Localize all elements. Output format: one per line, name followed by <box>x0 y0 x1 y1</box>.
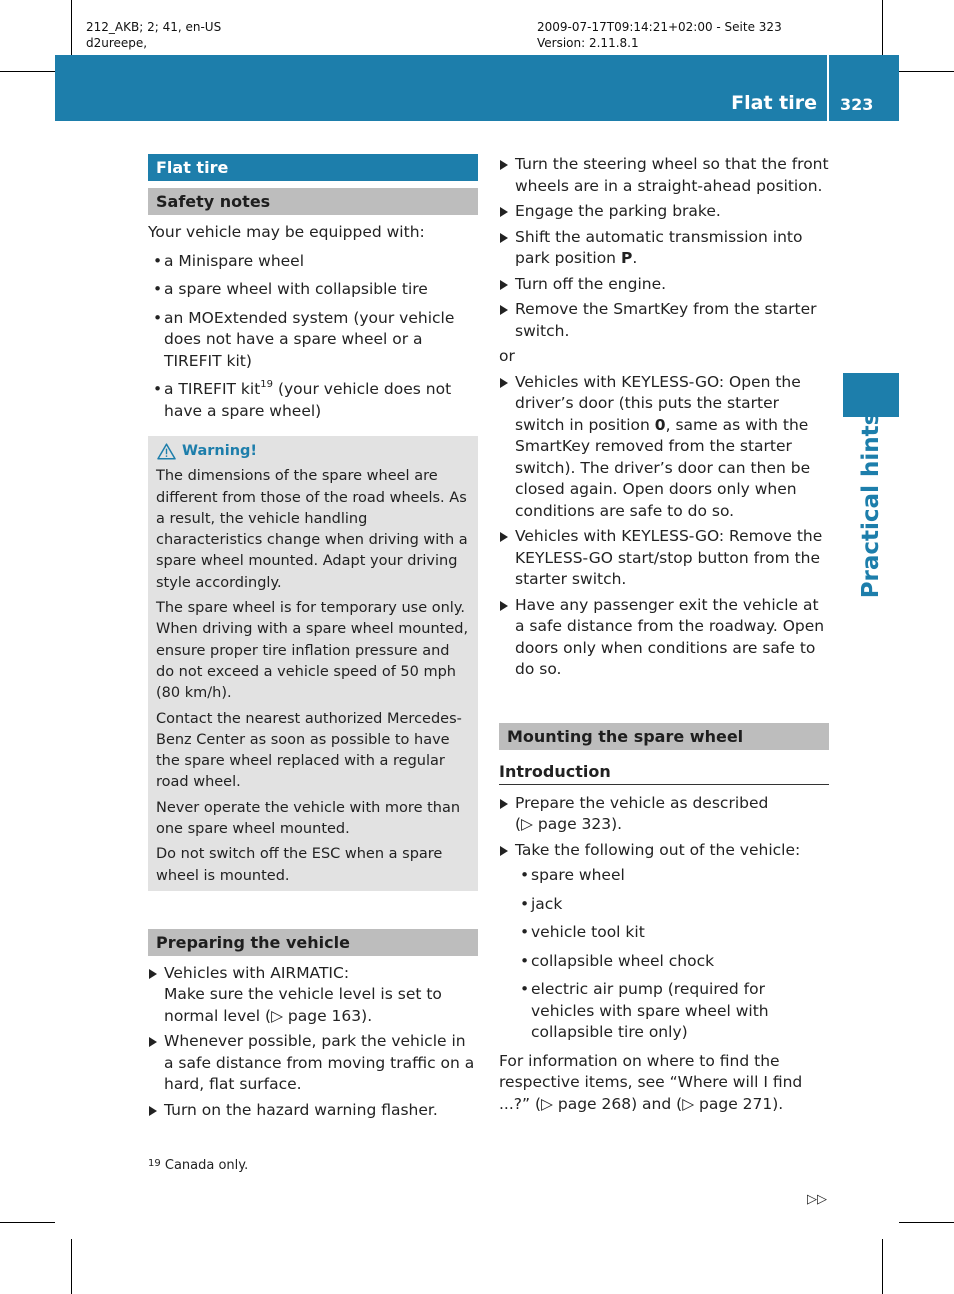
instruction-step <box>499 274 829 296</box>
intro-text: Your vehicle may be equipped with: <box>148 223 425 241</box>
step-text: Whenever possible, park the vehicle in a safe distance from moving traffic on a hard, flat surface. <box>164 1032 475 1094</box>
instruction-step <box>499 154 829 197</box>
step-text: Vehicles with KEYLESS-GO: Remove the KEYLESS-GO start/stop button from the starter switch. <box>515 527 823 588</box>
step-text: Shift the automatic transmission into park position <box>515 227 803 267</box>
subsection-heading: Preparing the vehicle <box>148 929 478 956</box>
arrow-icon <box>500 207 508 217</box>
continued-icon: ▷▷ <box>807 1192 827 1207</box>
subsection-heading: Safety notes <box>148 188 478 215</box>
step-text: Remove the SmartKey from the starter switch. <box>515 300 817 340</box>
arrow-icon <box>500 799 508 809</box>
step-text: Turn off the engine. <box>515 274 667 293</box>
instruction-step <box>499 372 829 523</box>
step-text: Have any passenger exit the vehicle at a safe distance from the roadway. Open doors only when conditions are safe to do so. <box>515 595 825 678</box>
list-item: • a spare wheel with collapsible tire <box>148 279 478 301</box>
subsection-heading: Mounting the spare wheel <box>499 723 829 750</box>
or-text: or <box>499 347 515 365</box>
arrow-icon <box>149 1106 157 1116</box>
step-text: Engage the parking brake. <box>515 202 721 220</box>
warning-triangle-icon <box>157 443 176 460</box>
list-item: • spare wheel <box>515 865 829 887</box>
header-title: Flat tire <box>731 92 817 114</box>
step-text: Take the following out of the vehicle: <box>515 840 801 859</box>
instruction-step <box>148 1100 478 1122</box>
step-text-bold: P <box>620 249 633 267</box>
footnote-number: 19 <box>148 1158 161 1169</box>
footnote-text: Canada only. <box>160 1158 249 1173</box>
instruction-step <box>499 840 829 862</box>
step-text: Prepare the vehicle as described <box>515 793 769 812</box>
arrow-icon <box>500 601 508 611</box>
arrow-icon <box>149 1037 157 1047</box>
item-text: a TIREFIT kit <box>164 380 261 398</box>
list-item: • a Minispare wheel <box>148 251 478 273</box>
right-column <box>499 154 829 1115</box>
step-text: , same as with the SmartKey removed from the starter switch). The driver’s door can then be closed again. Open doors only when conditions are safe to do so. <box>515 415 811 520</box>
crop-mark <box>71 1239 72 1294</box>
warning-title: Warning! <box>182 443 258 459</box>
minor-heading: Introduction <box>499 761 829 785</box>
instruction-step <box>148 963 478 1028</box>
meta-line: 2009-07-17T09:14:21+02:00 - Seite 323 <box>537 20 782 34</box>
crop-mark <box>0 71 55 72</box>
crop-mark <box>899 1222 954 1223</box>
warning-paragraph: The dimensions of the spare wheel are different from those of the road wheels. As a result, the vehicle handling characteristics change when driving with a spare wheel mounted. Adapt your driving style accordingly. <box>156 468 468 591</box>
step-text: Make sure the vehicle level is set to normal level (▷ page 163). <box>164 985 442 1025</box>
item-list <box>499 865 829 1044</box>
header-bar <box>55 55 899 121</box>
warning-box <box>148 436 478 891</box>
warning-paragraph: Do not switch off the ESC when a spare wheel is mounted. <box>156 846 443 884</box>
crop-mark <box>0 1222 55 1223</box>
arrow-icon <box>149 969 157 979</box>
warning-paragraph: The spare wheel is for temporary use only. When driving with a spare wheel mounted, ensure proper tire inflation pressure and do not exceed a vehicle speed of 50 mph (80 km/h). <box>156 600 469 702</box>
list-item: • an MOExtended system (your vehicle does not have a spare wheel or a TIREFIT kit) <box>148 308 478 373</box>
meta-line: Version: 2.11.8.1 <box>537 36 639 50</box>
page-number: 323 <box>840 95 874 114</box>
footnote-ref: 19 <box>260 379 274 390</box>
arrow-icon <box>500 233 508 243</box>
arrow-icon <box>500 378 508 388</box>
warning-header <box>157 441 470 462</box>
list-item <box>148 379 478 422</box>
header-divider <box>827 55 829 121</box>
warning-paragraph: Never operate the vehicle with more than one spare wheel mounted. <box>156 799 461 838</box>
instruction-step <box>499 595 829 681</box>
step-text: Turn the steering wheel so that the front wheels are in a straight-ahead position. <box>515 155 829 195</box>
chapter-tab <box>843 373 899 417</box>
list-item: • vehicle tool kit <box>515 922 829 944</box>
arrow-icon <box>500 846 508 856</box>
info-text: For information on where to find the respective items, see “Where will I find ...?” (▷ page 268) and (▷ page 271). <box>499 1051 803 1113</box>
arrow-icon <box>500 160 508 170</box>
step-text: Turn on the hazard warning flasher. <box>164 1100 438 1119</box>
item-text: (your vehicle does not have a spare wheel) <box>164 380 452 420</box>
step-text: Vehicles with AIRMATIC: <box>164 963 350 982</box>
left-column <box>148 154 478 1121</box>
arrow-icon <box>500 532 508 542</box>
crop-mark <box>899 71 954 72</box>
print-meta-right <box>537 19 782 51</box>
footnote <box>148 1158 248 1174</box>
crop-mark <box>882 0 883 55</box>
instruction-step <box>499 299 829 342</box>
instruction-step <box>499 227 829 270</box>
list-item: • electric air pump (required for vehicles with spare wheel with collapsible tire only) <box>515 979 829 1044</box>
instruction-step <box>148 1031 478 1096</box>
step-text: . <box>632 249 638 267</box>
step-text: Vehicles with KEYLESS-GO: Open the driver’s door (this puts the starter switch in position <box>515 372 801 434</box>
crop-mark <box>71 0 72 55</box>
meta-line: 212_AKB; 2; 41, en-US <box>86 20 222 34</box>
warning-paragraph: Contact the nearest authorized Mercedes-Benz Center as soon as possible to have the spare wheel replaced with a regular road wheel. <box>156 710 462 791</box>
crop-mark <box>882 1239 883 1294</box>
arrow-icon <box>500 305 508 315</box>
arrow-icon <box>500 280 508 290</box>
list-item: • collapsible wheel chock <box>515 951 829 973</box>
step-text-bold: 0 <box>654 415 666 434</box>
instruction-step <box>499 793 829 836</box>
meta-line: d2ureepe, <box>86 36 148 50</box>
instruction-step <box>499 526 829 591</box>
print-meta-left <box>86 19 221 51</box>
chapter-label: Practical hints <box>858 411 884 599</box>
instruction-step <box>499 201 829 223</box>
section-heading: Flat tire <box>148 154 478 181</box>
list-item: • jack <box>515 894 829 916</box>
step-text: (▷ page 323). <box>515 815 623 833</box>
